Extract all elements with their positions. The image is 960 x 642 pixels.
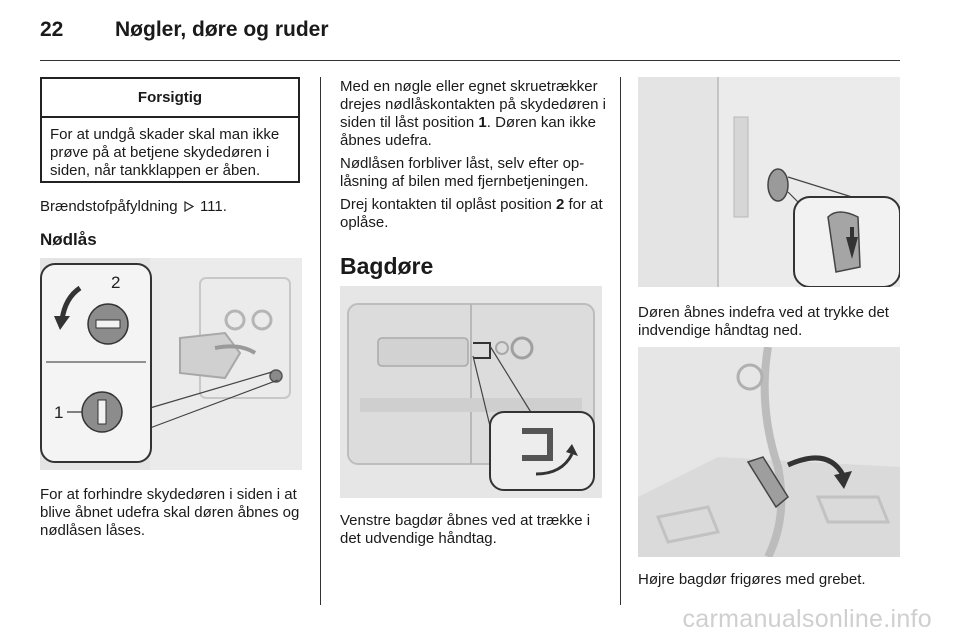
lock-instruction-text-end: . Døren kan ikke åbnes udefra. — [340, 114, 596, 149]
caution-box — [40, 77, 300, 183]
unlocked-position-number: 2 — [555, 196, 565, 213]
page-reference-icon — [184, 201, 194, 212]
page-number: 22 — [40, 18, 64, 41]
fuel-reference-page: 111. — [199, 198, 227, 215]
caution-title: Forsigtig — [42, 79, 298, 118]
inner-handle-figure — [638, 77, 900, 287]
emergency-lock-figure — [40, 258, 302, 470]
caution-text: For at undgå skader skal man ikke prøve på at betjene skydedøren i siden, når tankklappen er åben. — [50, 126, 280, 179]
rear-door-caption: Venstre bagdør åbnes ved at trække i det udvendige håndtag. — [340, 512, 591, 547]
column-divider — [320, 77, 321, 605]
lever-figure — [638, 347, 900, 557]
lock-instruction-paragraph — [340, 78, 606, 150]
inner-handle-caption: Døren åbnes indefra ved at trykke det indvendige håndtag ned. — [638, 304, 889, 339]
lock-instruction-text: Med en nøgle eller egnet skruetrækker drejes nødlåskontakten på skydedøren i siden til låst position — [340, 78, 606, 131]
lever-caption: Højre bagdør frigøres med grebet. — [638, 571, 866, 588]
locked-position-number: 1 — [478, 114, 487, 131]
unlock-paragraph — [340, 196, 606, 232]
lock-position-2-label: 2 — [111, 273, 121, 292]
column-divider — [620, 77, 621, 605]
section-heading-rear-doors: Bagdøre — [340, 253, 434, 279]
section-heading-emergency-lock: Nødlås — [40, 230, 97, 249]
header-rule — [40, 60, 900, 61]
unlock-text-end: for at oplåse. — [340, 196, 603, 231]
page-title: Nøgler, døre og ruder — [115, 18, 329, 41]
fuel-reference — [40, 198, 305, 216]
lock-remains-paragraph: Nødlåsen forbliver låst, selv efter oplåsning af bilen med fjernbetjeningen. — [340, 155, 589, 190]
emergency-lock-caption: For at forhindre skydedøren i siden i at blive åbnet udefra skal døren åbnes og nødlåsen låses. — [40, 486, 300, 539]
lock-position-1-label: 1 — [54, 403, 64, 422]
watermark: carmanualsonline.info — [682, 605, 932, 633]
fuel-reference-text: Brændstofpåfyldning — [40, 198, 178, 215]
rear-door-figure — [340, 286, 602, 498]
unlock-text: Drej kontakten til oplåst position — [340, 196, 556, 213]
